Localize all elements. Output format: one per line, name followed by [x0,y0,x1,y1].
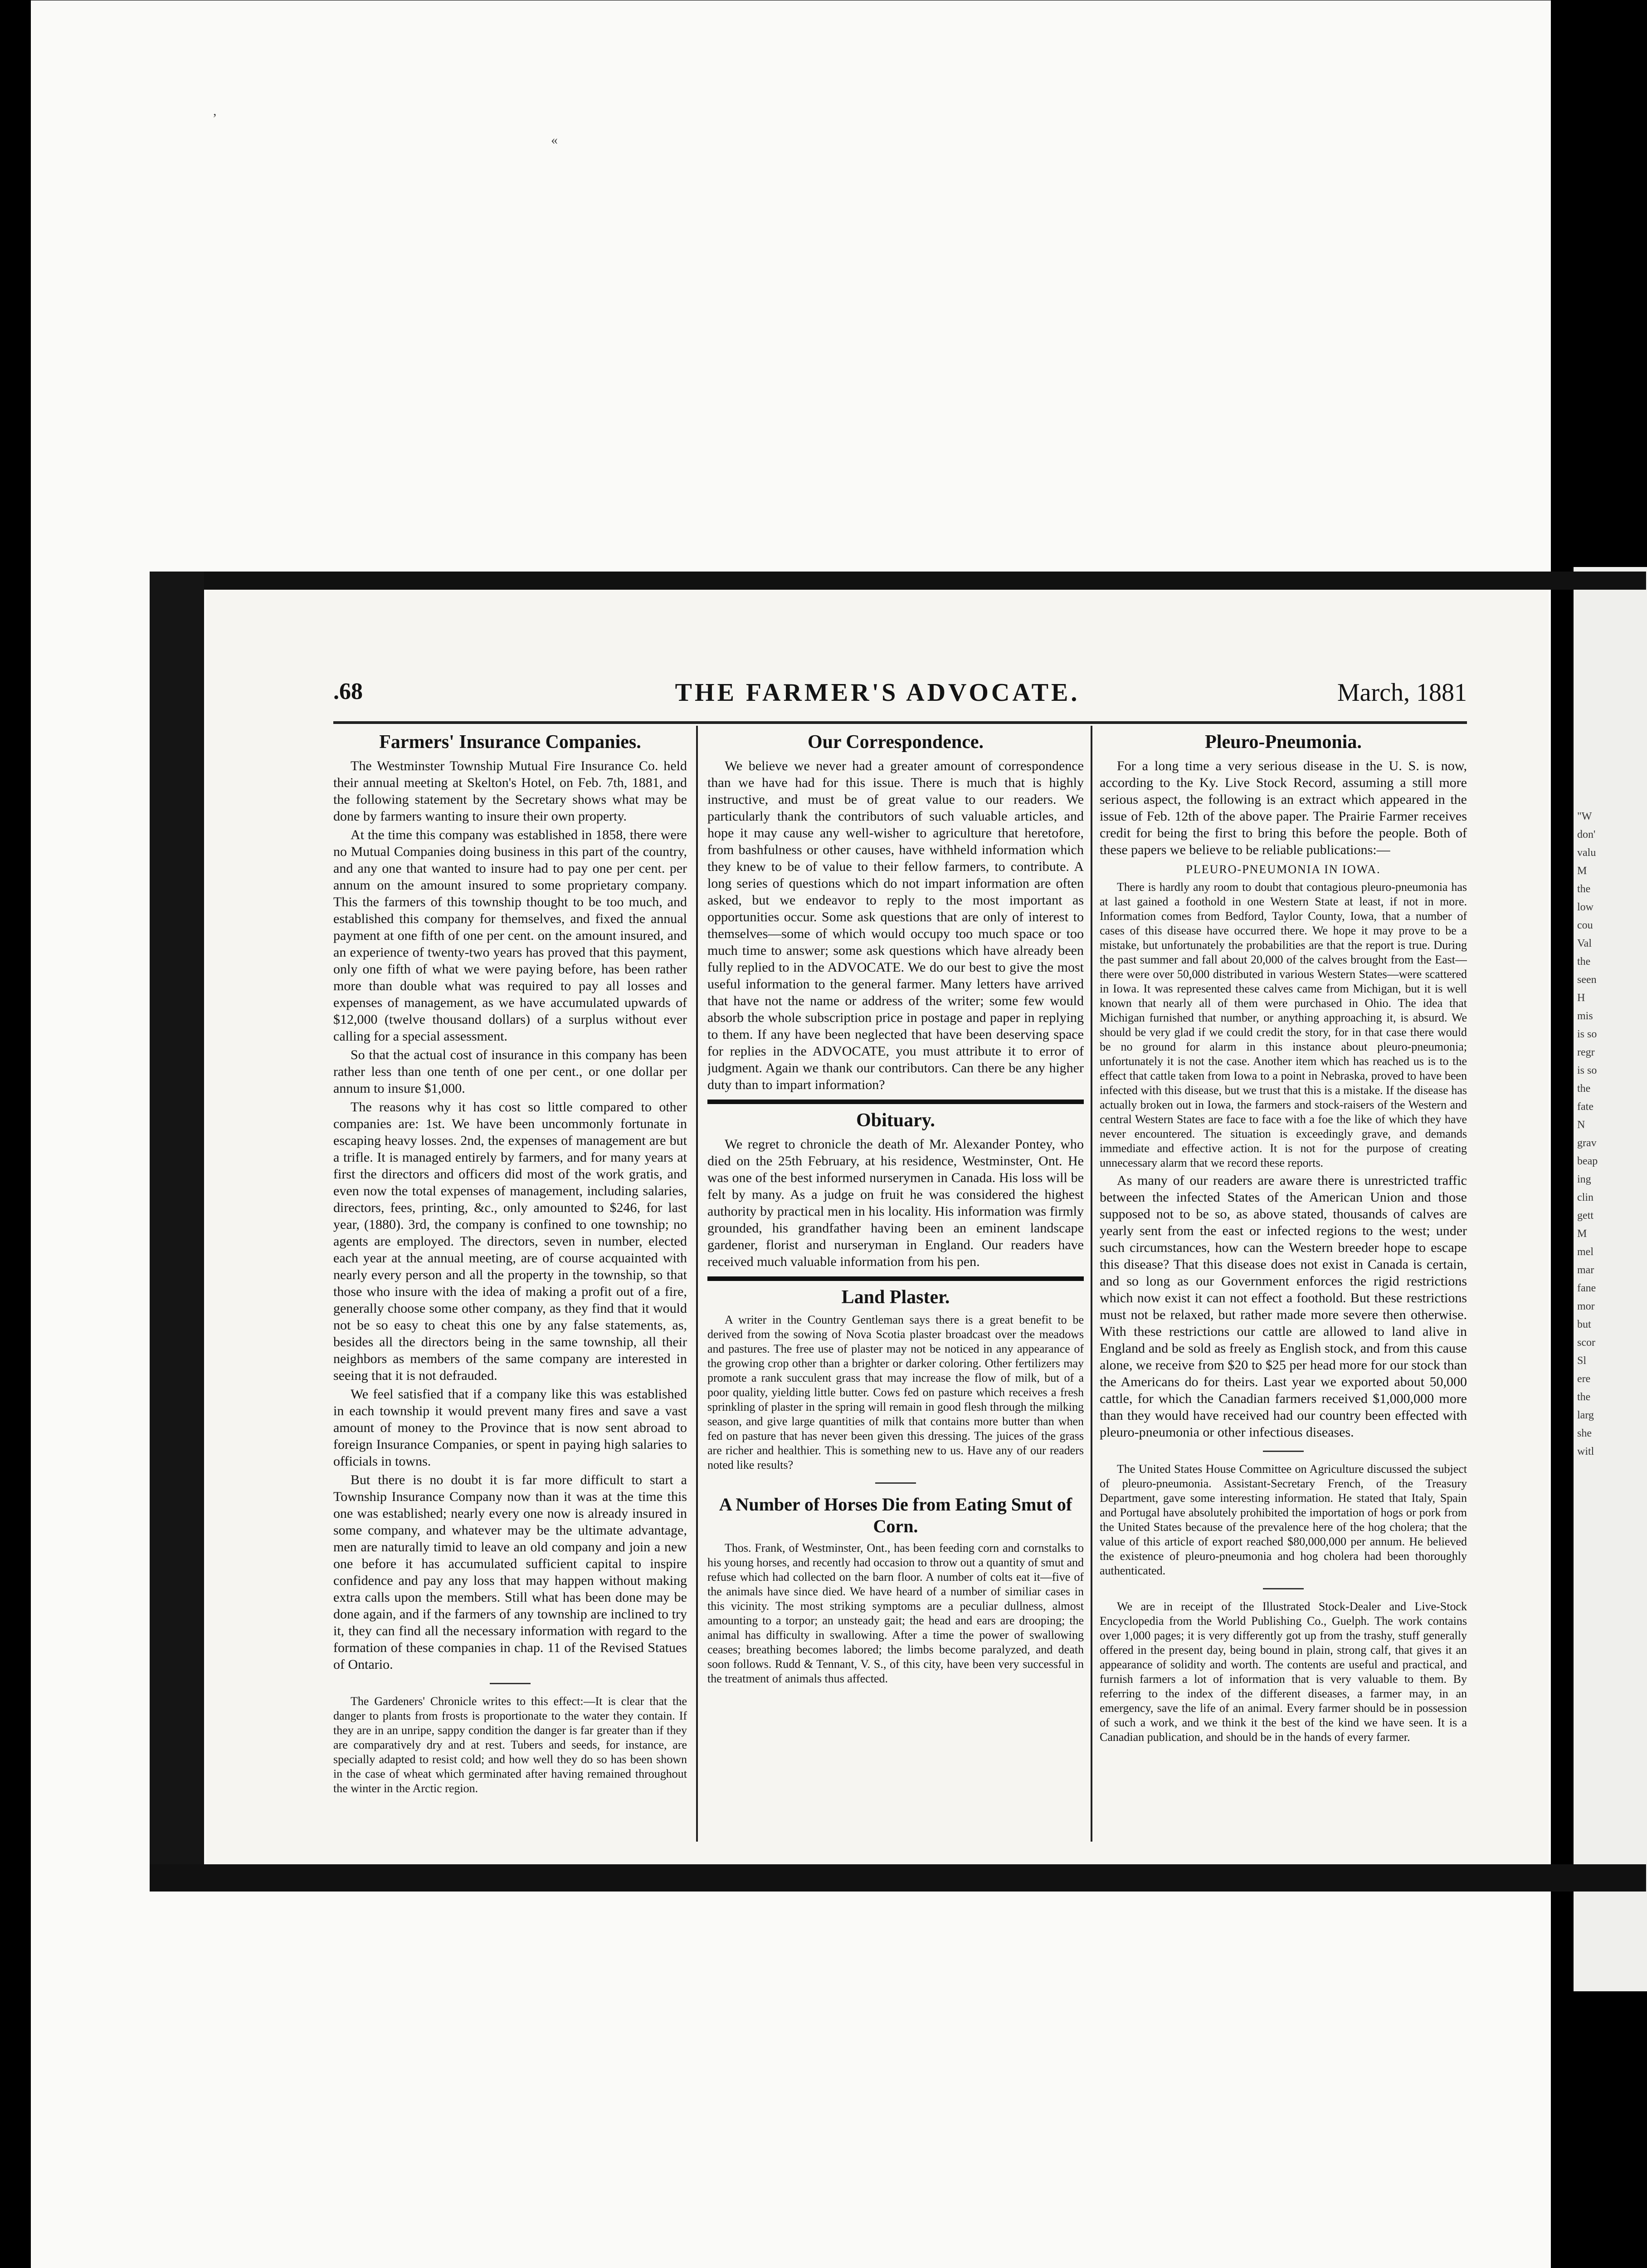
column-1 [333,726,687,1842]
article-paragraph: We believe we never had a greater amount of correspondence than we have had for this issue. There is much that is highly instructive, and must be of great value to our readers. We particularly thank the contributors of such valuable articles, and hope it may cause any well-wisher to agriculture that heretofore, from bashfulness or other causes, have withheld information which they knew to be of value to their fellow farmers, to contribute. A long series of questions which do not impart information are often asked, but we endeavor to reply to the most important as opportunities occur. Some ask questions that are only of interest to themselves—some of which would occupy too much space or too much time to answer; some ask questions which have already been fully replied to in the ADVOCATE. We do our best to give the most useful information to the general farmer. Many letters have arrived that have not the name or address of the writer; some few would absorb the whole subscription price in postage and paper in replying to them. If any have been neglected that have been deserving space for replies in the ADVOCATE, you must attribute it to error of judgment. Again we thank our contributors. Can there be any higher duty than to impart information? [707,758,1084,1092]
article-paragraph: For a long time a very serious disease in the U. S. is now, according to the Ky. Live Stock Record, assuming a still more serious aspect, the following is an extract which appeared in the issue of Feb. 12th of the above paper. The Prairie Farmer receives credit for being the first to bring this before the people. Both of these papers we believe to be reliable publications:— [1100,758,1467,857]
article-paragraph: We are in receipt of the Illustrated Stock-Dealer and Live-Stock Encyclopedia from the World Publishing Co., Guelph. The work contains over 1,000 pages; it is very differently got up from the trashy, stuff generally offered in the present day, being bound in plain, strong calf, that gives it an appearance of solidity and worth. The contents are useful and practical, and furnish farmers a lot of information that is very valuable to them. By referring to the index of the different diseases, a farmer may, in an emergency, save the life of an animal. Every farmer should be in possession of such a work, and we think it the best of the kind we have seen. It is a Canadian publication, and should be in the hands of every farmer. [1100,1600,1467,1744]
section-separator [1263,1588,1304,1589]
page-header [333,678,1467,710]
column-divider [696,726,698,1842]
column-3 [1100,726,1467,1842]
article-paragraph: We regret to chronicle the death of Mr. Alexander Pontey, who died on the 25th February, at his residence, Westminster, Ont. He was one of the best informed nurserymen in Canada. His loss will be felt by many. As a judge on fruit he was considered the highest authority by practical men in his locality. His information was firmly grounded, his grandfather having been an eminent landscape gardener, florist and nurseryman in England. Our readers have received much valuable information from his pen. [707,1137,1084,1269]
article-paragraph: The reasons why it has cost so little compared to other companies are: 1st. We have been uncommonly fortunate in escaping heavy losses. 2nd, the expenses of management are but a trifle. It is managed entirely by farmers, and for many years at first the directors and officers did most of the work gratis, and even now the total expenses of management, including salaries, directors, fees, printing, &c., only amounted to $246, for last year, (1880). 3rd, the company is confined to one township; no agents are employed. The directors, seven in number, elected each year at the annual meeting, are of course acquainted with nearly every person and all the property in the township, so that those who insure with the idea of making a profit out of a fire, generally choose some other company, as they find that it would not be so easy to cheat this one by any false statements, as, besides all the directors being in the same township, all their neighbors as members of the same company are interested in seeing that it is not defrauded. [333,1100,687,1383]
article-paragraph: The Westminster Township Mutual Fire Insurance Co. held their annual meeting at Skelton's Hotel, on Feb. 7th, 1881, and the following statement by the Secretary shows what may be done by farmers wanting to insure their own property. [333,758,687,824]
section-rule [707,1276,1084,1281]
article-heading: Our Correspondence. [807,732,984,753]
article-paragraph: The Gardeners' Chronicle writes to this effect:—It is clear that the danger to plants from frosts is proportionate to the water they contain. If they are in an unripe, sappy condition the danger is far greater than if they are comparatively dry and at rest. Tubers and seeds, for instance, are specially adapted to resist cold; and how well they do so has been shown in the case of wheat which germinated after having remained throughout the winter in the Arctic region. [333,1695,687,1795]
article-heading: Pleuro-Pneumonia. [1205,732,1362,753]
column-divider [1091,726,1092,1842]
issue-date: March, 1881 [1337,679,1467,707]
article-paragraph: So that the actual cost of insurance in this company has been rather less than one tenth of one per cent., or one dollar per annum to insure $1,000. [333,1047,687,1096]
book-spine [150,572,204,1892]
column-2 [707,726,1084,1842]
article-paragraph: But there is no doubt it is far more difficult to start a Township Insurance Company now than it was at the time this one was established; nearly every one now is already insured in some company, and whatever may be the ultimate advantage, men are naturally timid to leave an old company and join a new one before it has accumulated sufficient capital to inspire confidence and pay any loss that may happen without making extra calls upon the members. Still what has been done may be done again, and if the farmers of any township are inclined to try it, they can find all the necessary information with regard to the formation of these companies in chap. 11 of the Revised Statues of Ontario. [333,1472,687,1672]
article-heading: Land Plaster. [841,1287,950,1308]
section-rule [707,1100,1084,1104]
scan-speck: , [213,103,217,118]
article-heading: Farmers' Insurance Companies. [379,732,641,753]
article-paragraph: As many of our readers are aware there is unrestricted traffic between the infected States of the American Union and those supposed not to be so, as above stated, thousands of calves are yearly sent from the east or infected regions to the west; under such circumstances, how can the Western breeder hope to escape this disease? That this disease does not exist in Canada is certain, and so long as our Government enforces the rigid restrictions which now exist it can not effect a foothold. But these restrictions must not be relaxed, but rather made more severe then otherwise. With these restrictions our cattle are allowed to land alive in England and be sold as freely as English stock, and from this cause alone, we receive from $20 to $25 per head more for our stock than the Americans do for theirs. Last year we exported about 50,000 cattle, for which the Canadian farmers received $1,000,000 more than they would have received had our country been effected with pleuro-pneumonia or other infectious diseases. [1100,1173,1467,1440]
article-paragraph: A writer in the Country Gentleman says there is a great benefit to be derived from the sowing of Nova Scotia plaster broadcast over the meadows and pastures. The free use of plaster may not be noticed in any appearance of the growing crop other than a brighter or darker coloring. Other fertilizers may promote a rank succulent grass that may increase the flow of milk, but of a poor quality, yielding little butter. Cows fed on pasture which receives a fresh sprinkling of plaster in the spring will remain in good flesh through the milking season, and give large quantities of milk that contains more butter than when fed on pasture that has never been given this dressing. The juices of the grass are richer and healthier. This is something new to us. Have any of our readers noted like results? [707,1313,1084,1471]
masthead-title: THE FARMER'S ADVOCATE. [675,679,1080,707]
adjacent-page-fragment: "W don' valu M the low cou Val the seen H mis is so regr is so the fate N grav beap ing clin gett M mel mar fane mor but scor Sl ere the larg she witl [1577,811,1598,1457]
book-bottom-edge [150,1864,1646,1892]
article-paragraph: The United States House Committee on Agriculture discussed the subject of pleuro-pneumonia. Assistant-Secretary French, of the Treasury Department, gave some interesting information. He stated that Italy, Spain and Portugal have absolutely prohibited the importation of hogs or pork from the United States because of the prevalence here of the hog cholera; that the value of this article of export reached $80,000,000 per annum. He believed the existence of pleuro-pneumonia and hog cholera had been thoroughly authenticated. [1100,1462,1467,1577]
page-number: .68 [333,679,363,704]
article-heading: A Number of Horses Die from Eating Smut of Corn. [719,1494,1072,1536]
article-paragraph: Thos. Frank, of Westminster, Ont., has been feeding corn and cornstalks to his young horses, and recently had occasion to throw out a quantity of smut and refuse which had collected on the barn floor. A number of colts eat it—five of the animals have since died. We have heard of a number of similiar cases in this vicinity. The most striking symptoms are a peculiar dullness, almost amounting to a torpor; an unsteady gait; the head and ears are drooping; the animal has difficulty in swallowing. After a time the power of swallowing ceases; breathing becomes labored; the limbs become paralyzed, and death soon follows. Rudd & Tennant, V. S., of this city, have been very successful in the treatment of animals thus affected. [707,1541,1084,1685]
article-subheading: PLEURO-PNEUMONIA IN IOWA. [1186,863,1381,876]
article-heading: Obituary. [856,1110,935,1131]
article-paragraph: There is hardly any room to doubt that contagious pleuro-pneumonia has at last gained a foothold in one Western State at least, if not in more. Information comes from Bedford, Taylor County, Iowa, that a number of cases of this disease have occurred there. We hope it may prove to be a mistake, but unfortunately the probabilities are that the report is true. During the past summer and fall about 20,000 of the calves brought from the East—there were over 50,000 distributed in various Western States—were scattered in Iowa. It was represented these calves came from Michigan, but it is well known that nearly all of them were purchased in Ohio. The idea that Michigan furnished that number, or anything approaching it, is absurd. We should be very glad if we could credit the story, for in that case there would be no ground for alarm in this instance about pleuro-pneumonia; unfortunately it is not the case. Another item which has reached us is to the effect that cattle taken from Iowa to a point in Nebraska, proved to have been infected with this disease, but we trust that this is a mistake. If the disease has actually broken out in Iowa, the farmers and stock-raisers of the Western and central Western States are face to face with a foe the like of which they have never encountered. The situation is exceedingly grave, and demands immediate and effective action. It is not for the purpose of creating unnecessary alarm that we record these reports. [1100,880,1467,1169]
scan-speck: « [551,132,558,147]
book-top-edge [150,572,1646,590]
header-rule [333,721,1467,724]
section-separator [490,1683,531,1684]
article-paragraph: At the time this company was established in 1858, there were no Mutual Companies doing business in this part of the country, and any one that wanted to insure had to pay one per cent. per annum on the amount insured to some proprietary company. This the farmers of this township thought to be too much, and established this company for themselves, and fixed the annual payment at one fifth of one per cent. on the amount insured, and an experience of twenty-two years has proved that this payment, only one fifth of what we were paying before, has been rather more than double what was required to pay all losses and expenses of management, as we have accumulated upwards of $12,000 (twelve thousand dollars) of a surplus without ever calling for a special assessment. [333,827,687,1044]
article-paragraph: We feel satisfied that if a company like this was established in each township it would prevent many fires and save a vast amount of money to the Province that is now sent abroad to foreign Insurance Companies, or spent in paying high salaries to officials in towns. [333,1387,687,1469]
section-separator [875,1482,916,1484]
section-separator [1263,1451,1304,1452]
